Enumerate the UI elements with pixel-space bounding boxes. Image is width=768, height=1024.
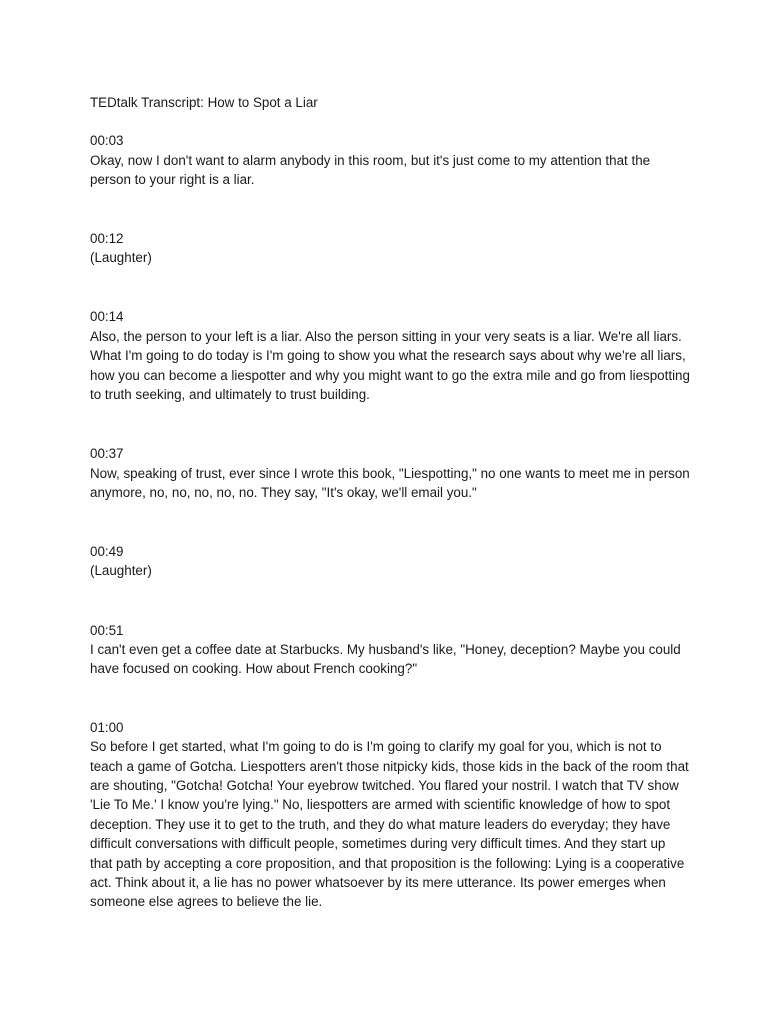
segment-text: Okay, now I don't want to alarm anybody in this room, but it's just come to my attention that the person to your right is a liar. <box>90 152 651 188</box>
segment-timestamp: 00:51 <box>90 622 124 638</box>
transcript-segment <box>90 444 690 502</box>
segment-text: I can't even get a coffee date at Starbucks. My husband's like, "Honey, deception? Maybe you could have focused on cooking. How about French cooking?" <box>90 641 681 677</box>
transcript-segment <box>90 229 690 268</box>
transcript-segment <box>90 307 690 404</box>
transcript-segment <box>90 621 690 679</box>
segment-text: (Laughter) <box>90 250 152 266</box>
transcript-segment <box>90 542 690 581</box>
segment-timestamp: 00:14 <box>90 309 124 325</box>
transcript-page <box>90 93 690 912</box>
segment-timestamp: 00:37 <box>90 446 124 462</box>
segment-text: Also, the person to your left is a liar. Also the person sitting in your very seats is a liar. We're all liars. What I'm going to do today is I'm going to show you what the research says about why we're all liars, how you can become a liespotter and why you might want to go the extra mile and go from liespotting to truth seeking, and ultimately to trust building. <box>90 328 690 403</box>
segment-text: (Laughter) <box>90 563 152 579</box>
segment-timestamp: 00:12 <box>90 230 124 246</box>
segment-timestamp: 00:03 <box>90 133 124 149</box>
segment-timestamp: 01:00 <box>90 719 124 735</box>
document-title: TEDtalk Transcript: How to Spot a Liar <box>90 95 318 110</box>
transcript-segment <box>90 131 690 189</box>
transcript-segment <box>90 718 690 912</box>
segment-text: Now, speaking of trust, ever since I wrote this book, "Liespotting," no one wants to meet me in person anymore, no, no, no, no, no. They say, "It's okay, we'll email you." <box>90 465 690 501</box>
segment-timestamp: 00:49 <box>90 543 124 559</box>
segment-text: So before I get started, what I'm going to do is I'm going to clarify my goal for you, which is not to teach a game of Gotcha. Liespotters aren't those nitpicky kids, those kids in the back of the room that are shouting, "Gotcha! Gotcha! Your eyebrow twitched. You flared your nostril. I watch that TV show 'Lie To Me.' I know you're lying." No, liespotters are armed with scientific knowledge of how to spot deception. They use it to get to the truth, and they do what mature leaders do everyday; they have difficult conversations with difficult people, sometimes during very difficult times. And they start up that path by accepting a core proposition, and that proposition is the following: Lying is a cooperative act. Think about it, a lie has no power whatsoever by its mere utterance. Its power emerges when someone else agrees to believe the lie. <box>90 739 689 910</box>
